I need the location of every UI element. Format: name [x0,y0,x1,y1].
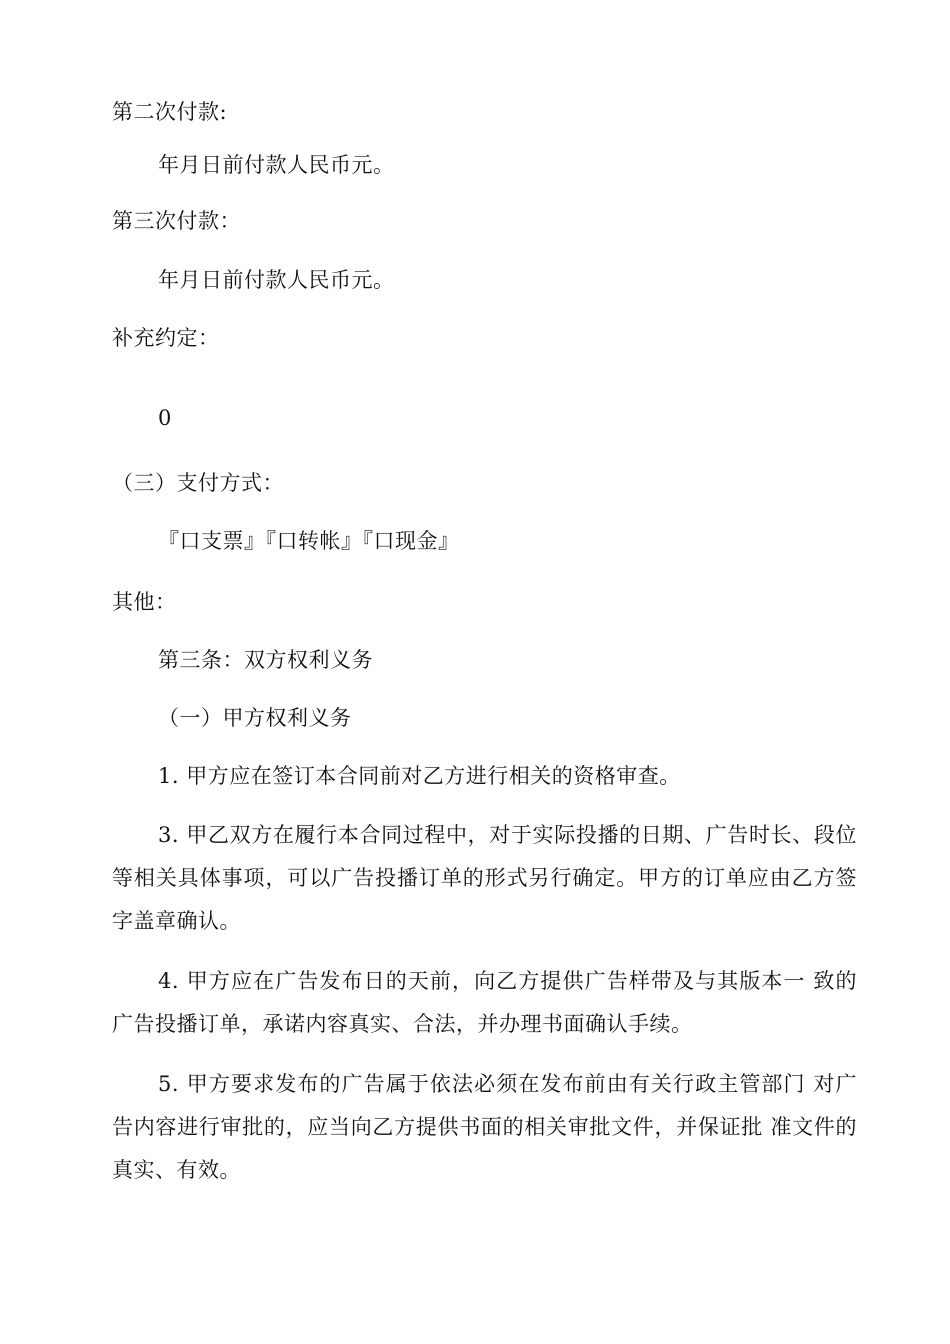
payment-method-heading: （三）支付方式： [112,471,284,495]
party-a-heading: （一）甲方权利义务 [158,706,352,730]
item-1: 1. 甲方应在签订本合同前对乙方进行相关的资格审查。 [158,764,681,788]
zero-value: 0 [158,406,172,430]
other-label: 其他： [112,590,177,614]
second-payment-detail: 年月日前付款人民币元。 [158,153,395,177]
third-payment-label: 第三次付款： [112,209,241,233]
second-payment-label: 第二次付款: [112,100,228,124]
supplementary-label: 补充约定： [112,326,220,350]
article-three-heading: 第三条：双方权利义务 [158,648,373,672]
third-payment-detail: 年月日前付款人民币元。 [158,268,395,292]
payment-method-options: 『口支票』『口转帐』『口现金』 [158,529,460,553]
item-4-paragraph: 4. 甲方应在广告发布日的天前，向乙方提供广告样带及与其版本一 致的广告投播订单，承诺内容真实、合法，并办理书面确认手续。 [112,969,857,1036]
item-5-paragraph: 5. 甲方要求发布的广告属于依法必须在发布前由有关行政主管部门 对广告内容进行审批的，应当向乙方提供书面的相关审批文件，并保证批 准文件的真实、有效。 [112,1072,857,1182]
item-3-paragraph: 3. 甲乙双方在履行本合同过程中，对于实际投播的日期、广告时长、段位等相关具体事项，可以广告投播订单的形式另行确定。甲方的订单应由乙方签字盖章确认。 [112,823,857,933]
